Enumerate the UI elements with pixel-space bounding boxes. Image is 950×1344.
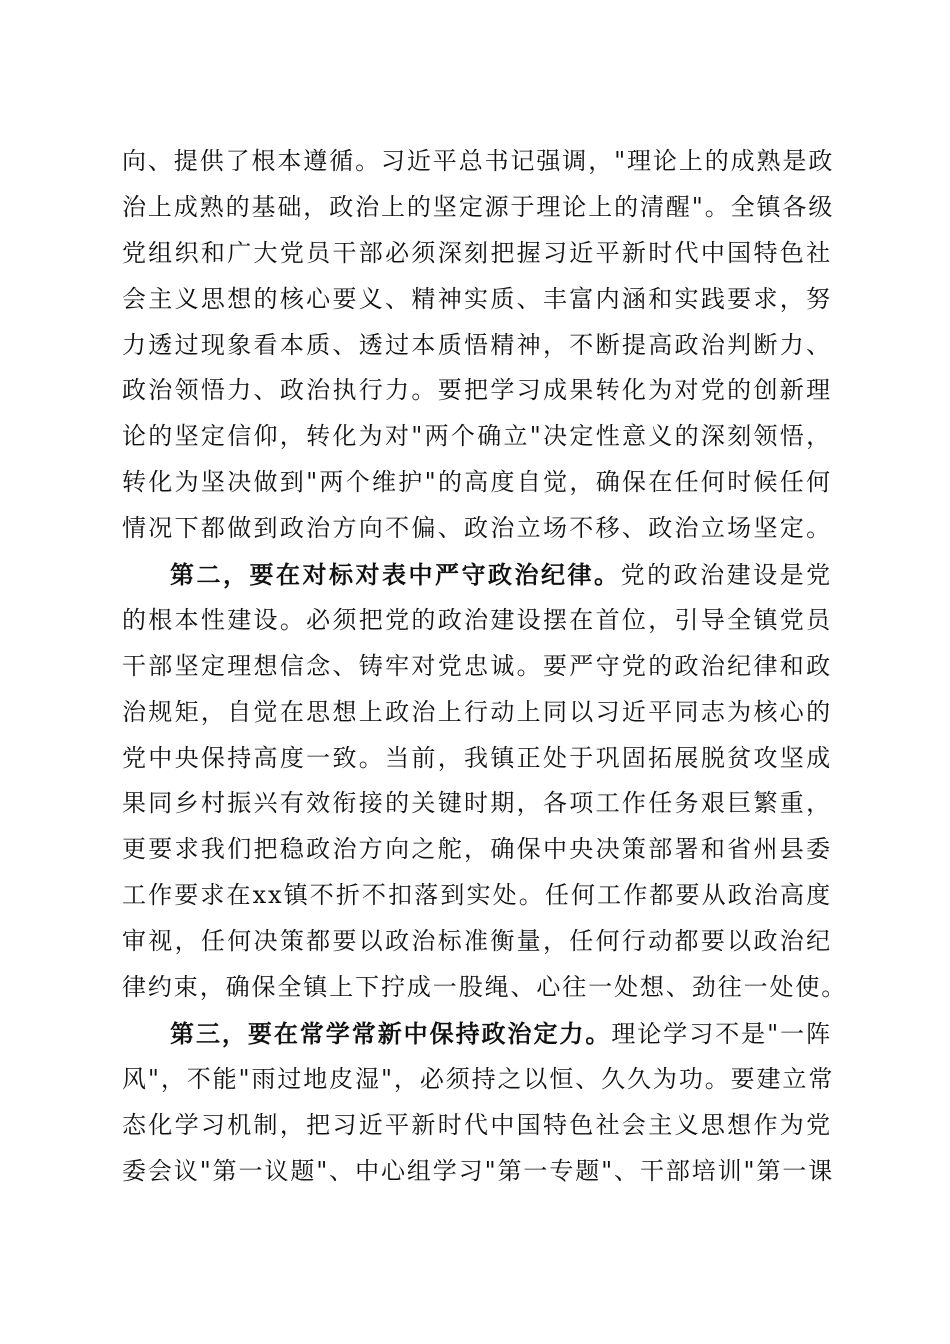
paragraph-3: [122, 1011, 835, 1195]
text-line: 的根本性建设。必须把党的政治建设摆在首位，引导全镇党员: [122, 605, 832, 634]
text-line: 更要求我们把稳政治方向之舵，确保中央决策部署和省州县委: [122, 835, 832, 864]
text-line: 转化为坚决做到"两个维护"的高度自觉，确保在任何时候任何: [122, 468, 832, 497]
text-line: 律约束，确保全镇上下拧成一股绳、心往一处想、劲往一处使。: [122, 973, 848, 1002]
paragraph-first-line: [122, 1011, 832, 1057]
document-page: [122, 139, 848, 1194]
paragraph-heading: 第三，要在常学常新中保持政治定力。: [170, 1018, 612, 1048]
text-line: 干部坚定理想信念、铸牢对党忠诚。要严守党的政治纪律和政: [122, 651, 832, 680]
text-line: 情况下都做到政治方向不偏、政治立场不移、政治立场坚定。: [122, 514, 832, 543]
text-line: 委会议"第一议题"、中心组学习"第一专题"、干部培训"第一课: [122, 1156, 835, 1185]
paragraph-1: [122, 139, 835, 552]
text-line: 党中央保持高度一致。当前，我镇正处于巩固拓展脱贫攻坚成: [122, 743, 832, 772]
text-line: 审视，任何决策都要以政治标准衡量，任何行动都要以政治纪: [122, 927, 832, 956]
paragraph-2: [122, 552, 848, 1011]
text-line: 风"，不能"雨过地皮湿"，必须持之以恒、久久为功。要建立常: [122, 1064, 835, 1093]
text-line: 工作要求在xx镇不折不扣落到实处。任何工作都要从政治高度: [122, 881, 832, 910]
text-line: 政治领悟力、政治执行力。要把学习成果转化为对党的创新理: [122, 376, 832, 405]
paragraph-heading: 第二，要在对标对表中严守政治纪律。: [170, 560, 621, 590]
text-line: 果同乡村振兴有效衔接的关键时期，各项工作任务艰巨繁重，: [122, 789, 832, 818]
text-line: 力透过现象看本质、透过本质悟精神，不断提高政治判断力、: [122, 330, 832, 359]
text-line: 论的坚定信仰，转化为对"两个确立"决定性意义的深刻领悟，: [122, 422, 832, 451]
text-line: 会主义思想的核心要义、精神实质、丰富内涵和实践要求，努: [122, 284, 832, 313]
paragraph-first-line: [122, 552, 832, 598]
text-line: 治规矩，自觉在思想上政治上行动上同以习近平同志为核心的: [122, 697, 832, 726]
text-line: 治上成熟的基础，政治上的坚定源于理论上的清醒"。全镇各级: [122, 192, 835, 221]
text-span: 理论学习不是"一阵: [611, 1019, 832, 1048]
text-span: 党的政治建设是党: [620, 561, 832, 590]
text-line: 向、提供了根本遵循。习近平总书记强调，"理论上的成熟是政: [122, 147, 835, 175]
text-line: 态化学习机制，把习近平新时代中国特色社会主义思想作为党: [122, 1110, 832, 1139]
text-line: 党组织和广大党员干部必须深刻把握习近平新时代中国特色社: [122, 238, 832, 267]
